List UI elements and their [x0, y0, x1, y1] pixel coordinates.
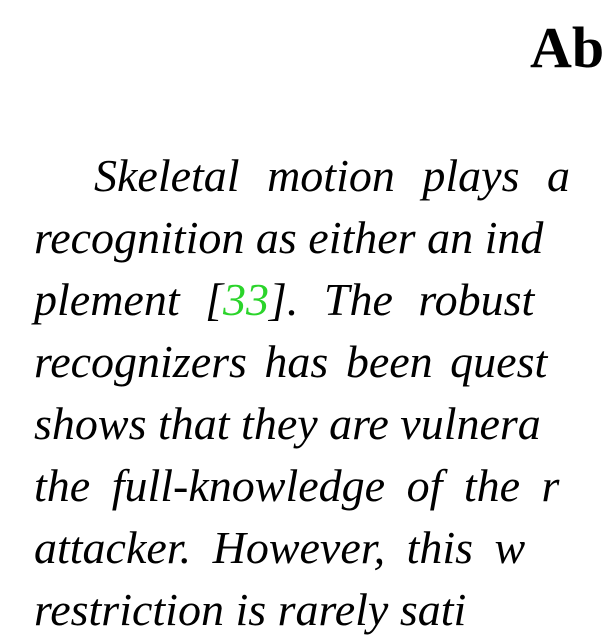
line-text: ]. The robust: [269, 274, 535, 325]
paragraph-line: [34, 272, 534, 328]
citation-link[interactable]: 33: [223, 274, 270, 325]
paragraph-line: recognition as either an ind: [34, 212, 544, 263]
paragraph-line: attacker. However, this w: [34, 522, 526, 573]
line-text: plement [: [34, 274, 224, 325]
paragraph-line: restriction is rarely sati: [34, 584, 467, 635]
section-heading: Ab: [530, 15, 604, 80]
paragraph-line: shows that they are vulnera: [34, 398, 541, 449]
paragraph-line: Skeletal motion plays a: [94, 150, 570, 201]
paragraph-line: the full-knowledge of the r: [34, 460, 560, 511]
paragraph-line: recognizers has been quest: [34, 336, 548, 387]
